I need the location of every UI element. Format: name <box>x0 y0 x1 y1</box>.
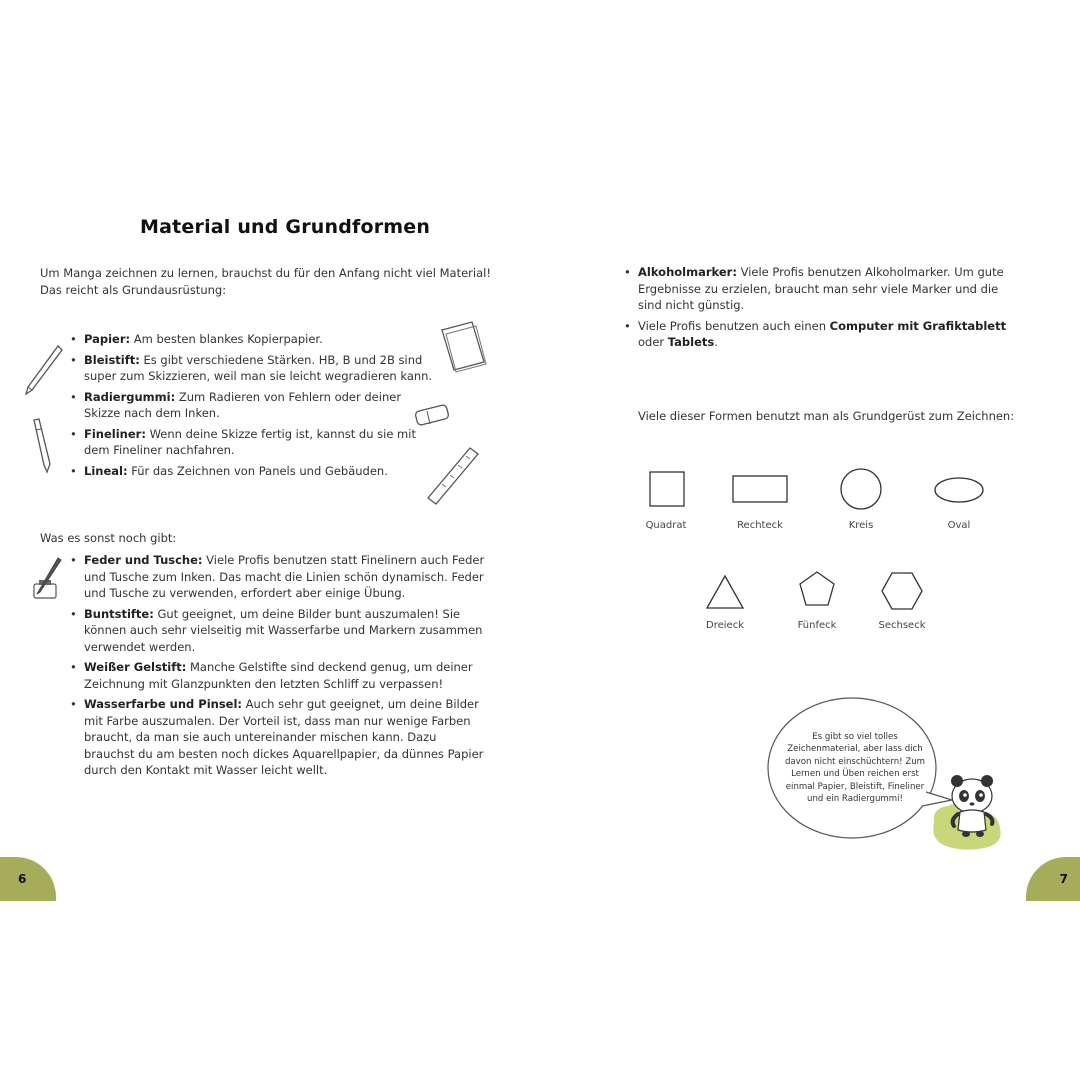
page-number-left: 6 <box>0 857 56 901</box>
pentagon-shape <box>798 570 836 608</box>
panda-mascot-icon <box>928 768 1012 854</box>
list-item: • Radiergummi: Zum Radieren von Fehlern oder deiner Skizze nach dem Inken. <box>70 389 435 422</box>
label-dreieck: Dreieck <box>706 620 744 631</box>
circle-shape <box>839 467 883 511</box>
label-kreis: Kreis <box>848 520 874 531</box>
hexagon-shape <box>880 571 924 611</box>
bubble-text: Es gibt so viel tolles Zeichenmaterial, aber lass dich davon nicht einschüchtern! Zum Lernen und Üben reichen erst einmal Papier, Bleistift, Fineliner und ein Radiergummi! <box>784 732 926 805</box>
list-item: • Bleistift: Es gibt verschiedene Stärken. HB, B und 2B sind super zum Skizzieren, weil man sie leicht wegradieren kann. <box>70 352 435 385</box>
list-item: • Feder und Tusche: Viele Profis benutzen statt Finelinern auch Feder und Tusche zum Inken. Das macht die Linien schön dynamisch. Feder und Tusche zu verwenden, erfordert aber einige Übung. <box>70 552 490 602</box>
page-number-right: 7 <box>1026 857 1080 901</box>
eraser-icon <box>412 402 454 430</box>
extras-heading: Was es sonst noch gibt: <box>40 531 177 545</box>
list-item: • Buntstifte: Gut geeignet, um deine Bilder bunt auszumalen! Sie können auch sehr vielseitig mit Wasserfarbe und Markern zusammen verwendet werden. <box>70 606 490 656</box>
list-item: • Papier: Am besten blankes Kopierpapier. <box>70 331 435 348</box>
list-item: • Viele Profis benutzen auch einen Computer mit Grafiktablett oder Tablets. <box>624 318 1014 351</box>
paper-icon <box>438 320 490 374</box>
list-item: • Lineal: Für das Zeichnen von Panels und Gebäuden. <box>70 463 435 480</box>
square-shape <box>648 470 686 508</box>
basic-materials-list <box>70 331 435 483</box>
list-item: • Alkoholmarker: Viele Profis benutzen Alkoholmarker. Um gute Ergebnisse zu erzielen, braucht man sehr viele Marker und die sind nicht günstig. <box>624 264 1014 314</box>
list-item: • Fineliner: Wenn deine Skizze fertig ist, kannst du sie mit dem Fineliner nachfahren. <box>70 426 435 459</box>
rectangle-shape <box>731 474 789 504</box>
label-sechseck: Sechseck <box>878 620 926 631</box>
page-title: Material und Grundformen <box>140 216 431 238</box>
triangle-shape <box>705 574 745 610</box>
forms-intro-text: Viele dieser Formen benutzt man als Grundgerüst zum Zeichnen: <box>638 409 1015 423</box>
list-item: • Wasserfarbe und Pinsel: Auch sehr gut geeignet, um deine Bilder mit Farbe auszumalen. Der Vorteil ist, dass man nur wenige Farben braucht, da man sie auch untereinander mischen kann. Dazu brauchst du am besten noch dickes Aquarellpapier, da dünnes Papier durch den Kontakt mit Wasser leicht wellt. <box>70 696 490 779</box>
label-fuenfeck: Fünfeck <box>797 620 837 631</box>
ruler-icon <box>426 446 482 506</box>
extra-materials-list <box>70 552 490 783</box>
ink-pen-icon <box>28 556 64 602</box>
list-item: • Weißer Gelstift: Manche Gelstifte sind deckend genug, um deiner Zeichnung mit Glanzpunkten den letzten Schliff zu verpassen! <box>70 659 490 692</box>
digital-materials-list <box>624 264 1014 355</box>
oval-shape <box>933 476 985 504</box>
label-rechteck: Rechteck <box>737 520 783 531</box>
pencil-icon <box>24 344 64 396</box>
fineliner-icon <box>30 418 60 474</box>
label-oval: Oval <box>947 520 971 531</box>
intro-text: Um Manga zeichnen zu lernen, brauchst du für den Anfang nicht viel Material! Das reicht als Grundausrüstung: <box>40 266 491 297</box>
label-quadrat: Quadrat <box>645 520 687 531</box>
